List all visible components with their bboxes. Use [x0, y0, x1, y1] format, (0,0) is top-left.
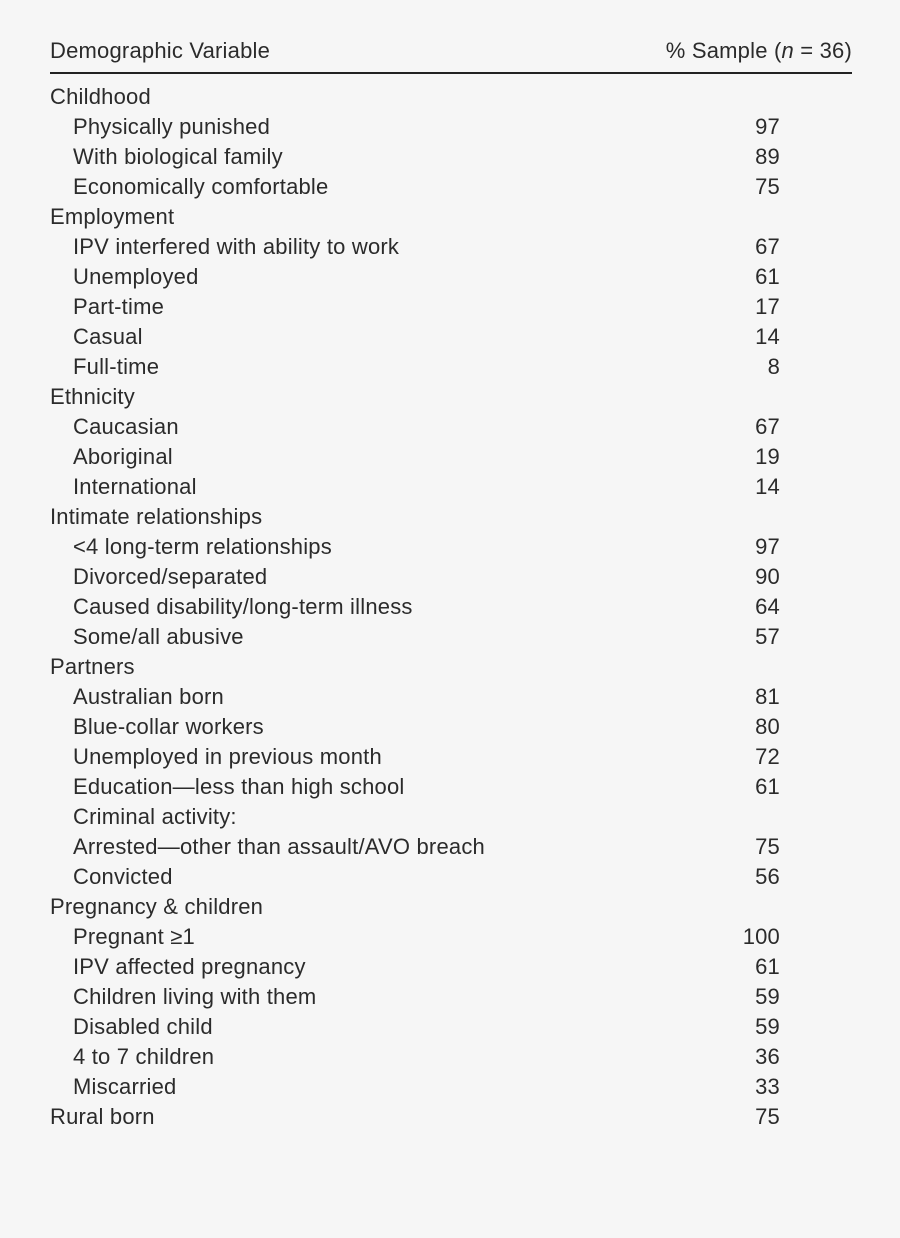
table-row	[50, 772, 852, 802]
table-row	[50, 442, 852, 472]
row-value: 17	[755, 294, 780, 319]
table-row	[50, 1042, 852, 1072]
table-row	[50, 202, 852, 232]
table-row	[50, 952, 852, 982]
row-label: Partners	[50, 654, 135, 679]
row-value: 81	[755, 684, 780, 709]
column-header-variable: Demographic Variable	[50, 38, 271, 63]
table-row	[50, 832, 852, 862]
row-label: Pregnancy & children	[50, 894, 264, 919]
table-row	[50, 82, 852, 112]
row-label: Miscarried	[73, 1074, 177, 1099]
row-value: 61	[755, 954, 780, 979]
row-label: Part-time	[73, 294, 165, 319]
table-row	[50, 532, 852, 562]
row-label: Disabled child	[73, 1014, 213, 1039]
row-label: 4 to 7 children	[73, 1044, 215, 1069]
row-value: 67	[755, 234, 780, 259]
row-label: Intimate relationships	[50, 504, 263, 529]
sample-size-variable-n: n	[781, 38, 794, 63]
row-value: 80	[755, 714, 780, 739]
table-row	[50, 592, 852, 622]
table-row	[50, 1072, 852, 1102]
row-label: Unemployed in previous month	[73, 744, 382, 769]
row-value: 75	[755, 834, 780, 859]
row-value	[780, 802, 852, 832]
table-row	[50, 1012, 852, 1042]
row-value: 33	[755, 1074, 780, 1099]
table-row	[50, 472, 852, 502]
table-row	[50, 172, 852, 202]
row-value: 97	[755, 534, 780, 559]
table-row	[50, 142, 852, 172]
table-header	[50, 36, 852, 74]
column-header-sample	[666, 36, 852, 66]
table-row	[50, 262, 852, 292]
table-row	[50, 712, 852, 742]
row-value: 61	[755, 264, 780, 289]
table-row	[50, 922, 852, 952]
row-label: Caucasian	[73, 414, 179, 439]
row-label: International	[73, 474, 197, 499]
row-label: IPV affected pregnancy	[73, 954, 306, 979]
row-value	[780, 382, 852, 412]
row-value	[780, 502, 852, 532]
sample-header-suffix: = 36)	[793, 38, 852, 63]
table-row	[50, 352, 852, 382]
row-value: 61	[755, 774, 780, 799]
row-label: Divorced/separated	[73, 564, 268, 589]
row-label: Australian born	[73, 684, 224, 709]
row-label: Blue-collar workers	[73, 714, 264, 739]
row-label: Convicted	[73, 864, 173, 889]
row-value: 19	[755, 444, 780, 469]
row-value: 59	[755, 1014, 780, 1039]
table-row	[50, 652, 852, 682]
row-label: Education—less than high school	[73, 774, 405, 799]
row-label: Pregnant ≥1	[73, 924, 195, 949]
row-value: 8	[767, 354, 780, 379]
row-label: Caused disability/long-term illness	[73, 594, 413, 619]
table-row	[50, 802, 852, 832]
row-value: 72	[755, 744, 780, 769]
table-row	[50, 622, 852, 652]
row-label: Physically punished	[73, 114, 271, 139]
table-rows	[50, 74, 852, 1132]
row-value: 75	[755, 1104, 780, 1129]
row-label: Casual	[73, 324, 143, 349]
table-row	[50, 892, 852, 922]
table-row	[50, 862, 852, 892]
row-value	[780, 82, 852, 112]
table-row	[50, 1102, 852, 1132]
row-label: Criminal activity:	[73, 804, 237, 829]
row-value: 57	[755, 624, 780, 649]
row-value: 97	[755, 114, 780, 139]
row-label: Aboriginal	[73, 444, 173, 469]
table-row	[50, 382, 852, 412]
table-row	[50, 412, 852, 442]
row-value: 89	[755, 144, 780, 169]
row-value: 56	[755, 864, 780, 889]
row-label: With biological family	[73, 144, 283, 169]
row-label: Arrested—other than assault/AVO breach	[73, 834, 485, 859]
row-label: <4 long-term relationships	[73, 534, 332, 559]
table-row	[50, 682, 852, 712]
row-label: IPV interfered with ability to work	[73, 234, 400, 259]
row-value: 64	[755, 594, 780, 619]
row-label: Economically comfortable	[73, 174, 329, 199]
table-row	[50, 982, 852, 1012]
row-label: Some/all abusive	[73, 624, 244, 649]
row-label: Full-time	[73, 354, 160, 379]
table-row	[50, 502, 852, 532]
demographics-table	[50, 36, 852, 1132]
row-value: 14	[755, 474, 780, 499]
row-value: 36	[755, 1044, 780, 1069]
row-value: 67	[755, 414, 780, 439]
table-row	[50, 292, 852, 322]
table-row	[50, 322, 852, 352]
row-label: Unemployed	[73, 264, 199, 289]
row-value: 75	[755, 174, 780, 199]
sample-header-prefix: % Sample (	[665, 38, 782, 63]
table-row	[50, 742, 852, 772]
table-row	[50, 562, 852, 592]
row-value: 14	[755, 324, 780, 349]
row-value: 90	[755, 564, 780, 589]
table-row	[50, 112, 852, 142]
row-value	[780, 892, 852, 922]
row-value	[780, 652, 852, 682]
table-row	[50, 232, 852, 262]
row-label: Rural born	[50, 1104, 155, 1129]
row-label: Childhood	[50, 84, 151, 109]
row-value	[780, 202, 852, 232]
row-label: Ethnicity	[50, 384, 135, 409]
row-label: Children living with them	[73, 984, 317, 1009]
row-value: 100	[742, 924, 780, 949]
row-value: 59	[755, 984, 780, 1009]
row-label: Employment	[50, 204, 175, 229]
